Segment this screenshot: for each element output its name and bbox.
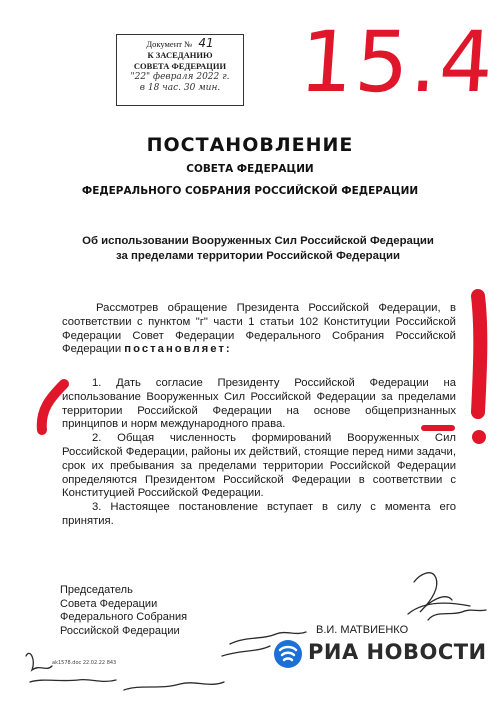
ria-novosti-logo-icon <box>274 640 302 668</box>
stamp-time: в 18 час. 30 мин. <box>139 83 221 93</box>
document-subtitle-2: ФЕДЕРАЛЬНОГО СОБРАНИЯ РОССИЙСКОЙ ФЕДЕРАЦИИ <box>81 184 419 197</box>
stamp-line2: СОВЕТА ФЕДЕРАЦИИ <box>133 61 227 71</box>
signatory-line-4: Российской Федерации <box>60 624 180 637</box>
signatory-name: В.И. МАТВИЕНКО <box>316 624 409 636</box>
intro-text: Рассмотрев обращение Президента Российской Федерации, в соответствии с пунктом "г" части 1 статьи 102 Конституции Российской Федерации Совет Федерации Федерального Собрания Российской Федерации <box>62 302 456 356</box>
signatory-line-3: Федерального Собрания <box>60 611 188 623</box>
item-3: 3. Настоящее постановление вступает в силу с момента его принятия. <box>62 501 456 527</box>
stamp-doc-label: Документ № <box>146 39 193 49</box>
document-title: ПОСТАНОВЛЕНИЕ <box>146 134 354 156</box>
logo-text: РИА НОВОСТИ <box>308 640 487 664</box>
red-exclamation-mark <box>472 296 486 444</box>
red-handwritten-mark: 15.4 <box>296 13 499 111</box>
red-bracket-stroke <box>42 384 64 430</box>
stamp-doc-number: 41 <box>198 36 214 50</box>
resolves-word: постановляет: <box>124 343 232 356</box>
stamp-date: "22" февраля 2022 г. <box>130 72 230 82</box>
subject-line-2: за пределами территории Российской Федерации <box>116 250 400 262</box>
signatory-line-2: Совета Федерации <box>60 597 158 610</box>
ria-novosti-logo <box>306 640 487 664</box>
item-2: 2. Общая численность формирований Вооруженных Сил Российской Федерации, районы их действий, стоящие перед ними задачи, срок их пребывания за пределами территории Российской Федерации определяются Президентом Российской Федерации в соответствии с Конституцией Российской Федерации. <box>62 432 456 500</box>
stamp-line1: К ЗАСЕДАНИЮ <box>147 50 213 60</box>
item-1: 1. Дать согласие Президенту Российской Федерации на использование Вооруженных Сил Российской Федерации за пределами территории Российской Федерации на основе общепризнанных принципов и норм международного права. <box>62 377 456 431</box>
document-reference: ak1578.doc 22.02.22 843 <box>52 660 117 666</box>
handwritten-signatures <box>26 573 486 690</box>
signatory-line-1: Председатель <box>60 584 133 596</box>
subject-line-1: Об использовании Вооруженных Сил Российской Федерации <box>82 235 434 247</box>
document-subtitle-1: СОВЕТА ФЕДЕРАЦИИ <box>186 162 314 175</box>
